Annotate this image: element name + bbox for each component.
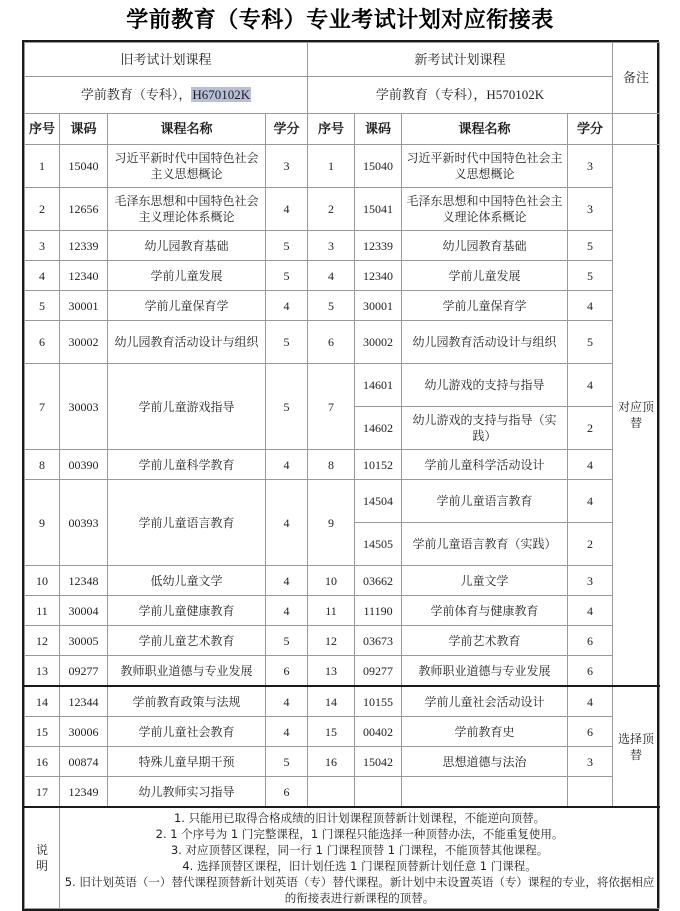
cell-old-no: 7: [25, 364, 60, 450]
table-row: [25, 747, 660, 777]
old-plan-cell: [25, 77, 308, 114]
cell-old-no: 8: [25, 450, 60, 480]
cell-old-credit: 4: [266, 450, 308, 480]
cell-old-name: 低幼儿童文学: [108, 566, 266, 596]
cell-new-name: 学前儿童语言教育（实践）: [402, 523, 568, 566]
cell-old-name: 学前儿童语言教育: [108, 480, 266, 566]
cell-new-credit: 5: [568, 231, 613, 261]
cell-new-name: 学前儿童科学活动设计: [402, 450, 568, 480]
cell-new-no: 9: [308, 480, 355, 566]
cell-new-code: 14602: [355, 407, 402, 450]
cell-new-code: 30001: [355, 291, 402, 321]
cell-new-no: 12: [308, 626, 355, 656]
cell-old-code: 12340: [60, 261, 108, 291]
cell-old-credit: 6: [266, 777, 308, 808]
cell-remark-optional: 选择顶替: [613, 686, 660, 807]
cell-old-credit: 4: [266, 291, 308, 321]
col-header-old-credit: 学分: [266, 114, 308, 145]
col-header-new-code: 课码: [355, 114, 402, 145]
cell-old-code: 30001: [60, 291, 108, 321]
cell-new-name: 幼儿园教育活动设计与组织: [402, 321, 568, 364]
cell-new-no: 5: [308, 291, 355, 321]
articulation-table: [24, 42, 660, 909]
cell-old-no: 4: [25, 261, 60, 291]
cell-old-code: 30005: [60, 626, 108, 656]
cell-old-code: 12349: [60, 777, 108, 808]
cell-old-name: 学前儿童发展: [108, 261, 266, 291]
cell-old-credit: 3: [266, 145, 308, 188]
cell-new-name: 教师职业道德与专业发展: [402, 656, 568, 687]
cell-new-credit: 5: [568, 261, 613, 291]
table-row: [25, 321, 660, 364]
cell-new-credit: 4: [568, 364, 613, 407]
notes-row: [25, 807, 660, 909]
table-row: [25, 231, 660, 261]
cell-old-code: 12344: [60, 686, 108, 717]
cell-new-no: 15: [308, 717, 355, 747]
cell-new-credit: 5: [568, 321, 613, 364]
cell-old-code: 30006: [60, 717, 108, 747]
group-header-row: [25, 43, 660, 77]
cell-new-credit: 6: [568, 717, 613, 747]
col-header-old-code: 课码: [60, 114, 108, 145]
cell-new-name: [402, 777, 568, 808]
table-row: [25, 364, 660, 407]
cell-old-credit: 5: [266, 747, 308, 777]
plan-code-row: [25, 77, 660, 114]
cell-new-code: 15041: [355, 188, 402, 231]
group-header-new: 新考试计划课程: [308, 43, 613, 77]
cell-old-no: 5: [25, 291, 60, 321]
cell-old-no: 1: [25, 145, 60, 188]
cell-new-code: 14601: [355, 364, 402, 407]
table-row: [25, 480, 660, 523]
new-plan-label: 学前教育（专科），: [375, 87, 487, 102]
cell-new-name: 儿童文学: [402, 566, 568, 596]
cell-new-credit: 2: [568, 407, 613, 450]
cell-new-code: 10155: [355, 686, 402, 717]
cell-new-name: 学前儿童社会活动设计: [402, 686, 568, 717]
cell-new-credit: 3: [568, 747, 613, 777]
cell-old-code: 30002: [60, 321, 108, 364]
notes-body: [60, 807, 660, 909]
cell-new-no: 4: [308, 261, 355, 291]
cell-old-credit: 5: [266, 626, 308, 656]
col-header-new-no: 序号: [308, 114, 355, 145]
cell-old-code: 15040: [60, 145, 108, 188]
cell-old-code: 00390: [60, 450, 108, 480]
cell-old-no: 9: [25, 480, 60, 566]
cell-new-code: 15040: [355, 145, 402, 188]
cell-old-name: 教师职业道德与专业发展: [108, 656, 266, 687]
cell-new-name: 习近平新时代中国特色社会主义思想概论: [402, 145, 568, 188]
table-row: [25, 450, 660, 480]
cell-new-name: 毛泽东思想和中国特色社会主义理论体系概论: [402, 188, 568, 231]
old-plan-code: H670102K: [192, 87, 251, 102]
cell-old-no: 16: [25, 747, 60, 777]
cell-new-name: 学前教育史: [402, 717, 568, 747]
cell-old-credit: 4: [266, 717, 308, 747]
col-header-old-no: 序号: [25, 114, 60, 145]
cell-old-no: 17: [25, 777, 60, 808]
cell-old-name: 幼儿园教育活动设计与组织: [108, 321, 266, 364]
cell-new-code: 03662: [355, 566, 402, 596]
cell-new-name: 幼儿游戏的支持与指导: [402, 364, 568, 407]
table-row: [25, 686, 660, 717]
note-item: 4. 选择顶替区课程，旧计划任选 1 门课程顶替新计划任意 1 门课程。: [182, 859, 537, 873]
cell-old-credit: 4: [266, 188, 308, 231]
cell-old-credit: 5: [266, 364, 308, 450]
cell-old-no: 3: [25, 231, 60, 261]
cell-new-credit: 6: [568, 626, 613, 656]
new-plan-cell: [308, 77, 613, 114]
cell-old-name: 学前儿童游戏指导: [108, 364, 266, 450]
cell-new-credit: 6: [568, 656, 613, 687]
cell-old-name: 幼儿园教育基础: [108, 231, 266, 261]
group-header-old: 旧考试计划课程: [25, 43, 308, 77]
cell-old-name: 学前儿童科学教育: [108, 450, 266, 480]
cell-new-credit: 3: [568, 188, 613, 231]
cell-new-name: 学前艺术教育: [402, 626, 568, 656]
cell-old-credit: 5: [266, 231, 308, 261]
cell-new-no: 16: [308, 747, 355, 777]
notes-label-line1: 说: [35, 843, 48, 857]
cell-new-no: 10: [308, 566, 355, 596]
cell-old-no: 12: [25, 626, 60, 656]
note-item: 5. 旧计划英语（一）替代课程顶替新计划英语（专）替代课程。新计划中未设置英语（专）课程的专业，将依据相应的衔接表进行新课程的顶替。: [64, 875, 655, 905]
column-header-row: [25, 114, 660, 145]
table-row: [25, 566, 660, 596]
cell-new-no: 1: [308, 145, 355, 188]
cell-new-credit: [568, 777, 613, 808]
cell-new-code: 00402: [355, 717, 402, 747]
cell-old-credit: 5: [266, 321, 308, 364]
cell-new-no: 13: [308, 656, 355, 687]
cell-new-credit: 3: [568, 145, 613, 188]
cell-old-name: 学前儿童艺术教育: [108, 626, 266, 656]
cell-new-no: [308, 777, 355, 808]
cell-new-code: 12340: [355, 261, 402, 291]
cell-remark-corresponding: 对应顶替: [613, 145, 660, 687]
cell-new-code: 14505: [355, 523, 402, 566]
cell-new-no: 3: [308, 231, 355, 261]
cell-new-code: 12339: [355, 231, 402, 261]
cell-old-no: 15: [25, 717, 60, 747]
cell-old-no: 2: [25, 188, 60, 231]
cell-old-credit: 4: [266, 686, 308, 717]
table-row: [25, 291, 660, 321]
cell-new-code: 15042: [355, 747, 402, 777]
note-item: 3. 对应顶替区课程，同一行 1 门课程顶替 1 门课程，不能顶替其他课程。: [170, 843, 549, 857]
cell-old-code: 00874: [60, 747, 108, 777]
cell-new-credit: 4: [568, 686, 613, 717]
cell-old-name: 学前儿童健康教育: [108, 596, 266, 626]
cell-new-credit: 2: [568, 523, 613, 566]
cell-new-no: 7: [308, 364, 355, 450]
table-row: [25, 626, 660, 656]
cell-old-no: 6: [25, 321, 60, 364]
cell-old-code: 00393: [60, 480, 108, 566]
cell-new-name: 学前儿童语言教育: [402, 480, 568, 523]
cell-new-code: 09277: [355, 656, 402, 687]
cell-old-no: 14: [25, 686, 60, 717]
cell-old-no: 11: [25, 596, 60, 626]
table-row: [25, 717, 660, 747]
new-plan-code: H570102K: [486, 87, 545, 102]
cell-new-credit: 4: [568, 596, 613, 626]
cell-old-name: 特殊儿童早期干预: [108, 747, 266, 777]
cell-old-code: 12656: [60, 188, 108, 231]
cell-new-code: 11190: [355, 596, 402, 626]
cell-old-no: 10: [25, 566, 60, 596]
cell-new-name: 学前儿童发展: [402, 261, 568, 291]
cell-old-code: 30003: [60, 364, 108, 450]
table-row: [25, 656, 660, 687]
cell-old-name: 幼儿教师实习指导: [108, 777, 266, 808]
cell-new-name: 学前体育与健康教育: [402, 596, 568, 626]
cell-old-name: 毛泽东思想和中国特色社会主义理论体系概论: [108, 188, 266, 231]
table-row: [25, 596, 660, 626]
cell-new-no: 14: [308, 686, 355, 717]
table-row: [25, 261, 660, 291]
cell-new-no: 8: [308, 450, 355, 480]
cell-new-name: 幼儿园教育基础: [402, 231, 568, 261]
cell-old-credit: 4: [266, 480, 308, 566]
cell-old-credit: 5: [266, 261, 308, 291]
table-row: [25, 188, 660, 231]
cell-old-no: 13: [25, 656, 60, 687]
cell-old-code: 12348: [60, 566, 108, 596]
col-header-remark-spacer: [613, 114, 660, 145]
cell-new-no: 2: [308, 188, 355, 231]
col-header-old-name: 课程名称: [108, 114, 266, 145]
cell-new-name: 学前儿童保育学: [402, 291, 568, 321]
group-header-remark: 备注: [613, 43, 660, 114]
cell-old-name: 学前儿童保育学: [108, 291, 266, 321]
cell-old-code: 09277: [60, 656, 108, 687]
cell-new-name: 思想道德与法治: [402, 747, 568, 777]
cell-new-code: 14504: [355, 480, 402, 523]
cell-old-credit: 4: [266, 566, 308, 596]
cell-old-code: 12339: [60, 231, 108, 261]
cell-old-name: 学前儿童社会教育: [108, 717, 266, 747]
cell-new-credit: 3: [568, 566, 613, 596]
cell-new-credit: 4: [568, 291, 613, 321]
cell-new-code: 03673: [355, 626, 402, 656]
page-title: 学前教育（专科）专业考试计划对应衔接表: [126, 7, 554, 32]
notes-label: [25, 807, 60, 909]
articulation-table-wrapper: [22, 40, 659, 911]
note-item: 1. 只能用已取得合格成绩的旧计划课程顶替新计划课程，不能逆向顶替。: [173, 811, 546, 825]
cell-new-no: 11: [308, 596, 355, 626]
cell-new-credit: 4: [568, 450, 613, 480]
cell-new-credit: 4: [568, 480, 613, 523]
cell-old-name: 习近平新时代中国特色社会主义思想概论: [108, 145, 266, 188]
col-header-new-credit: 学分: [568, 114, 613, 145]
cell-new-code: 10152: [355, 450, 402, 480]
cell-old-code: 30004: [60, 596, 108, 626]
cell-old-name: 学前教育政策与法规: [108, 686, 266, 717]
table-row: [25, 145, 660, 188]
cell-old-credit: 6: [266, 656, 308, 687]
old-plan-label: 学前教育（专科），: [80, 87, 192, 102]
col-header-new-name: 课程名称: [402, 114, 568, 145]
cell-new-code: [355, 777, 402, 808]
cell-new-code: 30002: [355, 321, 402, 364]
cell-old-credit: 4: [266, 596, 308, 626]
cell-new-name: 幼儿游戏的支持与指导（实践）: [402, 407, 568, 450]
table-row: [25, 777, 660, 808]
note-item: 2. 1 个序号为 1 门完整课程，1 门课程只能选择一种顶替办法，不能重复使用。: [155, 827, 564, 841]
cell-new-no: 6: [308, 321, 355, 364]
notes-label-line2: 明: [35, 859, 48, 873]
